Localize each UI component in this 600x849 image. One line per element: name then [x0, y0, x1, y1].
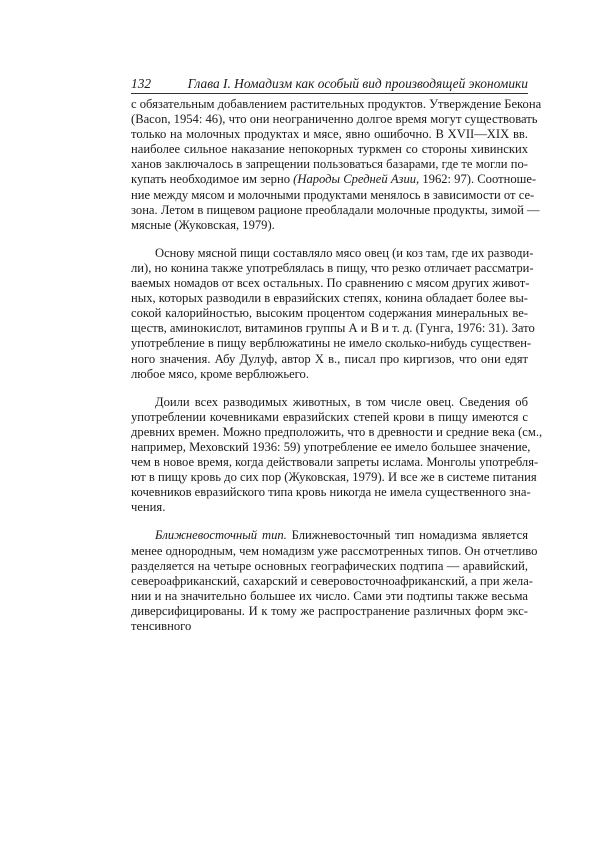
page-number: 132 [131, 76, 152, 91]
text-line: чем в новое время, когда действовали запреты ислама. Монголы употребля- [131, 455, 539, 470]
header-rule [131, 93, 528, 94]
text-line: ных, которых разводили в евразийских степях, конина обладает более вы- [131, 291, 528, 306]
text-segment: Ближневосточный тип номадизма является [286, 528, 528, 543]
text-line [131, 172, 537, 187]
text-line: ли), но конина также употреблялась в пищу, что резко отличает рассматри- [131, 260, 534, 275]
text-line: ют в пищу кровь до сих пор (Жуковская, 1979). И все же в системе питания [131, 470, 537, 485]
text-line: тенсивного [131, 619, 192, 633]
text-line [131, 528, 528, 543]
text-line: употребление в пищу верблюжатины не имело сколько-нибудь существен- [131, 336, 532, 351]
paragraph-2 [131, 245, 535, 382]
text-segment: купать необходимое им зерно [131, 172, 294, 187]
text-line: мясные (Жуковская, 1979). [131, 217, 275, 232]
paragraph-3 [131, 394, 543, 516]
text-line: ществ, аминокислот, витаминов группы А и В и т. д. (Гунга, 1976: 31). Зато [131, 321, 535, 336]
text-line: наиболее сильное наказание непокорных туркмен со стороны хивинских [131, 142, 528, 157]
text-line: только на молочных продуктах и мясе, явно ошибочно. В XVII—XIX вв. [131, 127, 528, 142]
text-line: ханов заключалось в запрещении пользоваться базарами, где те могли по- [131, 157, 528, 172]
text-line: североафриканский, сахарский и северовосточноафриканский, а при жела- [131, 573, 534, 588]
section-lead-italic: Ближневосточный тип. [155, 528, 287, 543]
text-line: диверсифицированы. И к тому же распространение различных форм экс- [131, 603, 528, 618]
text-line: нии и на значительно большее их число. Сами эти подтипы также весьма [131, 588, 528, 603]
paragraph-1 [131, 97, 542, 233]
text-line: ваемых номадов от всех остальных. По сравнению с мясом других живот- [131, 276, 530, 291]
text-line: (Bacon, 1954: 46), что они неограниченно долгое время могут существовать [131, 112, 538, 127]
paragraph-4 [131, 528, 538, 634]
citation-italic: (Народы Средней Азии, [293, 172, 420, 187]
text-line: употреблении кочевниками евразийских степей крови в пищу имеются с [131, 409, 528, 424]
text-line: с обязательным добавлением растительных продуктов. Утверждение Бекона [131, 97, 542, 111]
text-line: зона. Летом в пищевом рационе преобладали молочные продукты, зимой — [131, 202, 540, 217]
text-line: Основу мясной пищи составляло мясо овец (и коз там, где их разводи- [155, 245, 534, 260]
text-line: ного значения. Абу Дулуф, автор X в., писал про киргизов, что они едят [131, 351, 528, 366]
text-line: например, Меховский 1936: 59) употребление ее имело большее значение, [131, 439, 531, 454]
text-line: разделяется на четыре основных географических подтипа — аравийский, [131, 558, 528, 573]
text-line: кочевников евразийского типа кровь никогда не имела существенного зна- [131, 485, 531, 500]
running-header [131, 76, 528, 92]
text-line: сокой калорийностью, высоким процентом содержания минеральных ве- [131, 306, 528, 321]
chapter-title: Глава I. Номадизм как особый вид производящей экономики [187, 76, 528, 91]
text-line: менее однородным, чем номадизм уже рассмотренных типов. Он отчетливо [131, 543, 538, 558]
text-line: древних времен. Можно предположить, что в древности и средние века (см., [131, 424, 543, 439]
text-line: ние между мясом и молочными продуктами менялось в зависимости от се- [131, 187, 535, 202]
text-segment: 1962: 97). Соотноше- [419, 172, 537, 187]
text-line: любое мясо, кроме верблюжьего. [131, 366, 309, 381]
text-line: Доили всех разводимых животных, в том числе овец. Сведения об [155, 394, 528, 409]
text-line: чения. [131, 500, 166, 515]
body-text [131, 97, 543, 634]
